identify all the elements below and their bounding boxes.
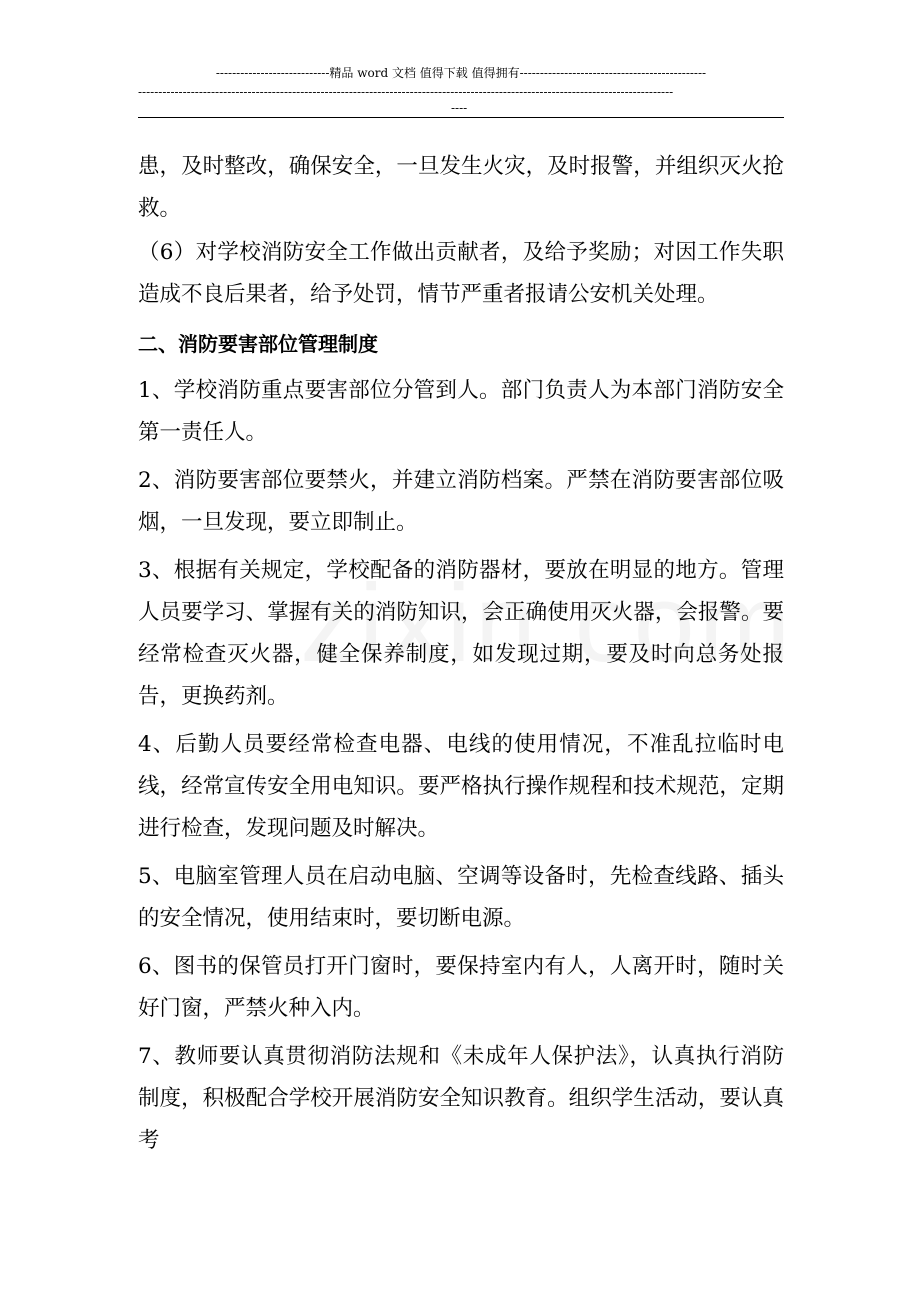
list-item: 5、电脑室管理人员在启动电脑、空调等设备时，先检查线路、插头的安全情况，使用结束时，要切断电源。 (138, 864, 784, 931)
paragraph-item-6: （6）对学校消防安全工作做出贡献者，及给予奖励；对因工作失职造成不良后果者，给予处罚，情节严重者报请公安机关处理。 (138, 240, 784, 307)
document-header-banner: ----------------------------精品 word 文档 值得下载 值得拥有---------------------------------------------- (215, 66, 707, 80)
document-header-dash-line: ------------------------------------------------------------------------------------------------------------------------------------ (138, 85, 674, 99)
list-item: 6、图书的保管员打开门窗时，要保持室内有人，人离开时，随时关好门窗，严禁火种入内。 (138, 954, 784, 1021)
section-heading: 二、消防要害部位管理制度 (138, 332, 378, 356)
list-item: 1、学校消防重点要害部位分管到人。部门负责人为本部门消防安全第一责任人。 (138, 378, 784, 445)
header-divider (138, 117, 784, 118)
paragraph-continuation: 患，及时整改，确保安全，一旦发生火灾，及时报警，并组织灭火抢救。 (138, 154, 784, 221)
document-header-dash-tail: ---- (451, 101, 468, 115)
list-item: 3、根据有关规定，学校配备的消防器材，要放在明显的地方。管理人员要学习、掌握有关的消防知识，会正确使用灭火器，会报警。要经常检查灭火器，健全保养制度，如发现过期，要及时向总务处报告，更换药剂。 (138, 558, 784, 709)
list-item: 7、教师要认真贯彻消防法规和《未成年人保护法》，认真执行消防制度，积极配合学校开展消防安全知识教育。组织学生活动，要认真考 (138, 1044, 784, 1153)
list-item: 2、消防要害部位要禁火，并建立消防档案。严禁在消防要害部位吸烟，一旦发现，要立即制止。 (138, 468, 784, 535)
document-body (138, 146, 784, 1168)
list-item: 4、后勤人员要经常检查电器、电线的使用情况，不准乱拉临时电线，经常宣传安全用电知识。要严格执行操作规程和技术规范，定期进行检查，发现问题及时解决。 (138, 732, 784, 841)
